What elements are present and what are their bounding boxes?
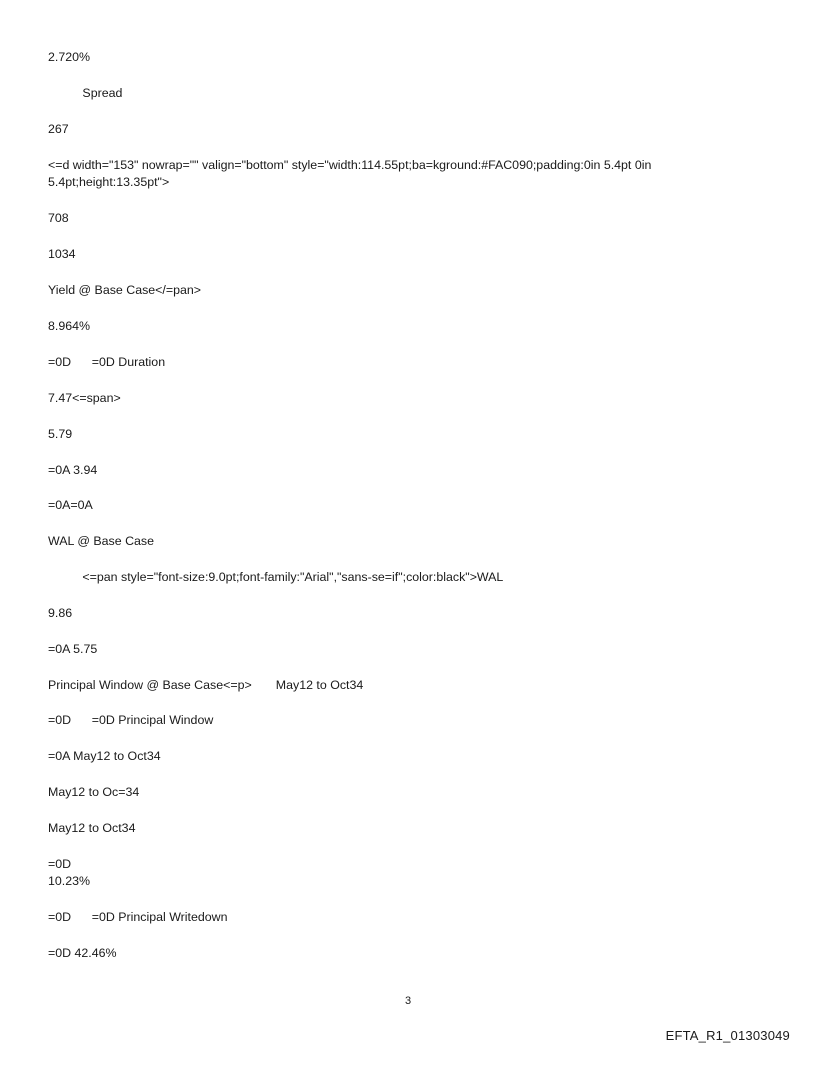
text-line: =0D 10.23% <box>48 857 91 888</box>
text-line: 1034 <box>48 247 76 261</box>
text-line: =0D =0D Duration <box>48 355 166 369</box>
text-line: Yield @ Base Case</=pan> <box>48 283 201 297</box>
text-line: 267 <box>48 122 69 136</box>
text-line: 2.720% <box>48 50 91 64</box>
text-line: =0A=0A <box>48 498 93 512</box>
text-line: =0A 5.75 <box>48 642 98 656</box>
text-line: WAL @ Base Case <box>48 534 155 548</box>
text-line: 9.86 <box>48 606 73 620</box>
text-line: =0A 3.94 <box>48 463 98 477</box>
text-line: =0A May12 to Oct34 <box>48 749 161 763</box>
text-line: <=pan style="font-size:9.0pt;font-family:"Arial","sans-se=if";color:black">WAL <box>48 570 504 584</box>
text-line: Spread <box>48 86 123 100</box>
text-line: =0D =0D Principal Window <box>48 713 214 727</box>
text-line: May12 to Oct34 <box>48 821 136 835</box>
text-line: 8.964% <box>48 319 91 333</box>
page-number: 3 <box>404 995 412 1007</box>
text-line: 7.47<=span> <box>48 391 121 405</box>
document-id-footer: EFTA_R1_01303049 <box>665 1028 790 1043</box>
text-line: Principal Window @ Base Case<=p> May12 to Oct34 <box>48 678 364 692</box>
text-line: 708 <box>48 211 69 225</box>
text-line: <=d width="153" nowrap="" valign="bottom" style="width:114.55pt;ba=kground:#FAC090;padding:0in 5.4pt 0in 5.4pt;height:13.35pt"> <box>48 158 652 189</box>
text-line: 5.79 <box>48 427 73 441</box>
text-line: =0D =0D Principal Writedown <box>48 910 228 924</box>
text-line: =0D 42.46% <box>48 946 117 960</box>
text-line: May12 to Oc=34 <box>48 785 140 799</box>
